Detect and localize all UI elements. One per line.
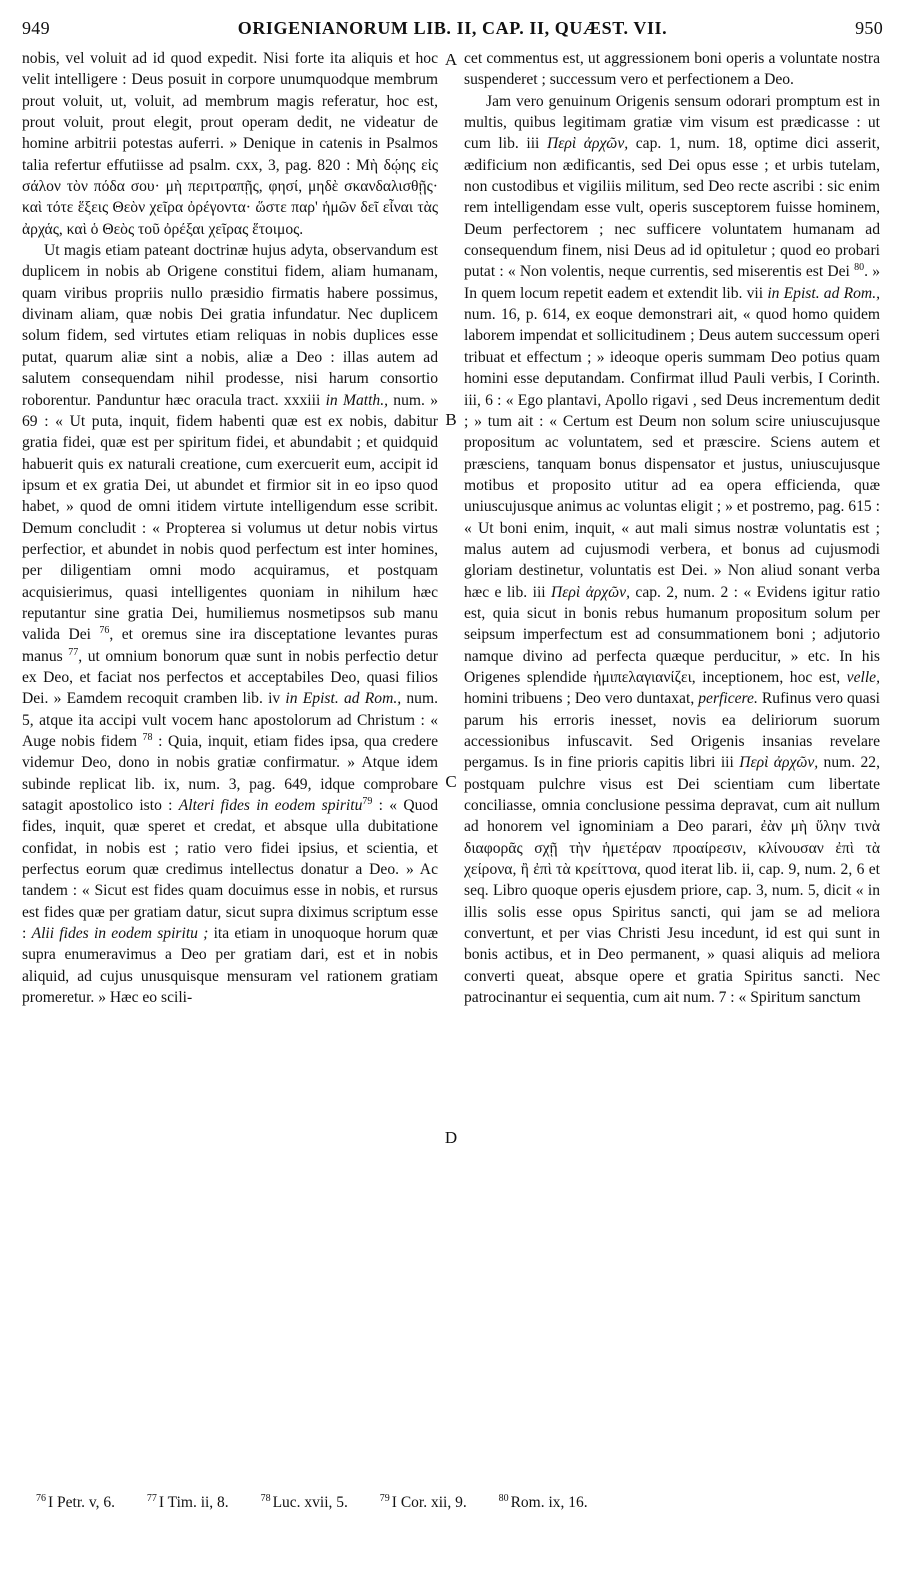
page-number-right: 950: [855, 18, 883, 38]
text-run: : « Quod fides, inquit, quæ speret et credat, et absque ulla dubitatione confidat, in nobis est ; ratio vero fidei ipsius, et scientia, et perfectus eorum quæ credimus intellectus donatur a Deo. » Ac tandem : « Sicut est fides quam docuimus esse in nobis, et rursus est fides quæ per gratiam datur, sicut supra diximus scriptum esse :: [22, 797, 438, 943]
italic-run: in Epist. ad Rom.,: [285, 690, 402, 708]
margin-mark-b: B: [445, 410, 457, 429]
footnote-number: 78: [260, 1492, 271, 1504]
footnote-number: 79: [379, 1492, 390, 1504]
italic-run: perficere.: [698, 690, 758, 708]
text-run: , et oremus sine ira disceptatione levantes puras manus: [22, 626, 438, 665]
footnote-text: Rom. ix, 16.: [510, 1494, 588, 1511]
margin-mark-d: D: [444, 1128, 458, 1147]
italic-run: velle,: [846, 668, 880, 686]
footnote-text: I Tim. ii, 8.: [158, 1494, 229, 1511]
italic-run: Περὶ ἀρχῶν,: [546, 135, 629, 153]
left-paragraph-2: [22, 240, 438, 1008]
text-run: num. » 69 : « Ut puta, inquit, fidem habenti quæ est ex nobis, dabitur gratia fidei, quæ est per spiritum fidei, et abundabit ; et quidquid habuerit quis ex naturali creatione, cum exercuerit eum, accipit id ipsum et ex gratia Dei, ut abundet et firmior sit in eo ipso quod habet, » quod de omni itidem virtute intelligendum esse scribit. Demum concludit : « Propterea si volumus ut detur nobis virtus perfectior, et abundet in nobis quod perfectum est inter homines, per diligentiam omni modo acquiramus, et postquam acquisierimus, quasi intelligentes quoniam in nihilum hæc reputantur sine gratia Dei, humiliemus nosmetipsos sub manu valida Dei: [22, 391, 438, 644]
footnote-text: I Cor. xii, 9.: [391, 1494, 467, 1511]
text-run: cap. 2, num. 2 : « Evidens igitur ratio est, quia sicut in bonis rebus humanum propositum solum per seipsum imperfectum est ad consummationem boni ; adjutorio namque divino ad perfecta quæque perducitur, » etc. In his Origenes splendide ἠμιπελαγιανίζει, inceptionem, hoc est,: [464, 583, 881, 686]
footnote: [261, 1494, 348, 1512]
text-run: num. 5, atque ita accipi vult vocem hanc apostolorum ad Christum : « Auge nobis fidem: [22, 690, 438, 750]
page-number-left: 949: [22, 18, 50, 38]
italic-run: in Matth.,: [325, 391, 389, 409]
footnote-number: 80: [498, 1492, 509, 1504]
text-run: Rufinus vero quasi parum his erroris inesset, novis ea deliriorum suorum accessionibus infuscavit. Sed Origenis insanias revelare pergamus. Is in fine prioris capitis libri iii: [464, 690, 880, 772]
text-run: ita etiam in unoquoque horum quæ supra enumeravimus a Deo per gratiam dari, est et in nobis aliquid, ad cujus unusquisque mensuram vel rationem gratiam promeretur. » Hæc eo scili-: [22, 925, 439, 1007]
footnote-ref: 76: [99, 625, 110, 637]
footnote-text: Luc. xvii, 5.: [272, 1494, 348, 1511]
left-column: [22, 48, 438, 1008]
text-run: : Quia, inquit, etiam fides ipsa, qua credere videmur Deo, dono in nobis gratiæ confirmatur. » Atque idem subinde replicat lib. ix, num. 3, pag. 649, idque comprobare satagit apostolico isto :: [22, 733, 438, 815]
text-run: num. 22, postquam pulchre visus est Dei scientiam cum libertate conciliasse, omnia conclusione pessima depravat, cum ait nullum ad honorem vel ignominiam a Deo parari, ἐὰν μὴ ὕλην τινὰ διαφορᾶς σχῇ τὴν ἡμετέραν προαίρεσιν, κλίνουσαν ἐπὶ τὰ χείρονα, ἢ ἐπὶ τὰ κρείττονα, quod iterat lib. ii, cap. 9, num. 2, 6 et seq. Libro quoque operis ejusdem priore, cap. 3, num. 5, dicit « in illis solis esse opus Spiritus sancti, qui jam se ad meliora convertunt, et per vias Christi Jesu incedunt, id est qui sunt in bonis actibus, et in Deo permanent, » quasi aliquis ad meliora converti queat, absque opere et gratia Spiritus sancti. Nec patrocinantur ei sequentia, cum ait num. 7 : « Spiritum sanctum: [464, 754, 880, 1007]
footnote: [36, 1494, 115, 1512]
footnote: [147, 1494, 229, 1512]
footnote-text: I Petr. v, 6.: [48, 1494, 116, 1511]
text-run: Ut magis etiam pateant doctrinæ hujus adyta, observandum est duplicem in nobis ab Origene constitui fidem, aliam humanam, quam viribus propriis nullo præsidio firmatis habere possimus, divinam aliam, quæ nobis Dei gratia infundatur. Nec duplicem solum fidem, sed virtutes etiam reliquas in nobis duplices esse putat, quarum aliæ sint a nobis, aliæ a Deo : illas autem ad salutem consequendam nihil prodesse, nisi harum consortio roborentur. Panduntur hæc oracula tract. xxxiii: [22, 242, 438, 409]
right-column: [464, 48, 880, 1008]
right-paragraph-2: [464, 91, 880, 1009]
italic-run: Περὶ ἀρχῶν,: [551, 583, 631, 601]
footnote-ref: 77: [68, 646, 79, 658]
footnote-number: 76: [36, 1492, 46, 1504]
text-run: Jam vero genuinum Origenis sensum odorari promptum est in multis, quibus legitimam gratiæ vim visum est prædicasse : ut cum lib. iii: [464, 92, 880, 153]
footnotes: [36, 1494, 883, 1512]
footnote-ref: 78: [142, 731, 153, 743]
text-run: , ut omnium bonorum quæ sunt in nobis perfectio detur ex Deo, et faciat nos perfectos et acceptabiles Deo, quasi filios Dei. » Eamdem recoquit cramben lib. iv: [22, 647, 438, 708]
italic-run: Περὶ ἀρχῶν,: [739, 754, 819, 772]
text-run: homini tribuens ; Deo vero duntaxat,: [464, 690, 699, 708]
page-header: [22, 18, 883, 44]
left-paragraph-1: nobis, vel voluit ad id quod expedit. Nisi forte ita aliquis et hoc velit intelligere : Deus posuit in corpore unumquodque membrum prout voluit, ut, voluit, ad membrum magis referatur, hoc est, prout voluit, prout elegit, prout operam dedit, ne videatur de homine arbitrii potestas auferri. » Denique in catenis in Psalmos talia refertur effutiisse ad psalm. cxx, 3, pag. 820 : Μὴ δῴης εἰς σάλον τὸν πόδα σου· μὴ περιτραπῇς, φησί, μηδὲ σκανδαλισθῇς· καὶ τότε ἕξεις Θεὸν χεῖρα ὀρέγοντα· ὥστε παρ' ἡμῶν δεῖ εἶναι τὰς ἀρχάς, καὶ ὁ Θεὸς τοῦ ὀρέξαι χεῖρας ἕτοιμος.: [22, 50, 438, 238]
footnote: [499, 1494, 588, 1512]
footnote-number: 77: [146, 1492, 157, 1504]
footnote: [380, 1494, 467, 1512]
italic-run: Alteri fides in eodem spiritu: [178, 797, 363, 815]
text-run: num. 16, p. 614, ex eoque demonstrari ait, « quod homo quidem laborem impendat et sollicitudinem ; Deus autem successum operi tribuat et effectum ; » ideoque operis summam Deo potius quam homini esse deputandam. Confirmat illud Pauli verbis, I Corinth. iii, 6 : « Ego plantavi, Apollo rigavi , sed Deus incrementum dedit ; » tum ait : « Certum est Deum non solum scire uniuscujusque propositum ac voluntatem, sed et præscire. Sciens autem et præsciens, tanquam bonus dispensator et justus, uniuscujusque motibus et proposito utitur ad ea opera efficienda, quæ uniuscujusque animus ac voluntas eligit ; » et postremo, pag. 615 : « Ut boni enim, inquit, « aut mali simus nostræ voluntatis est ; malus autem ad cujusmodi verbera, et bonus ad cujusmodi gloriam destinetur, voluntatis est Dei. » Non aliud sonant verba hæc e lib. iii: [464, 306, 880, 601]
running-title: ORIGENIANORUM LIB. II, CAP. II, QUÆST. VII.: [237, 18, 668, 38]
italic-run: Alii fides in eodem spiritu ;: [31, 925, 209, 943]
footnote-ref: 79: [362, 795, 373, 807]
margin-mark-a: A: [444, 50, 458, 69]
margin-mark-c: C: [445, 772, 457, 791]
right-paragraph-1: cet commentus est, ut aggressionem boni operis a voluntate nostra suspenderet ; successum vero et perfectionem a Deo.: [464, 50, 880, 89]
footnote-ref: 80: [854, 262, 865, 274]
text-run: cap. 1, num. 18, optime dici asserit, ædificium non ædificantis, sed Dei opus esse ; et urbis tutelam, non custodibus et vigiliis militum, sed Deo recte ascribi : sic enim rem intelligendam esse vult, operis susceptorem fuisse hominem, Deum perfectorem ; nec sufficere voluntatem humanam ad consequendum finem, nisi Deus ad id opituletur ; quod eo probari putat : « Non volentis, neque currentis, sed miserentis est Dei: [464, 135, 880, 281]
italic-run: in Epist. ad Rom.,: [767, 284, 880, 302]
text-run: . » In quem locum repetit eadem et extendit lib. vii: [464, 263, 881, 302]
